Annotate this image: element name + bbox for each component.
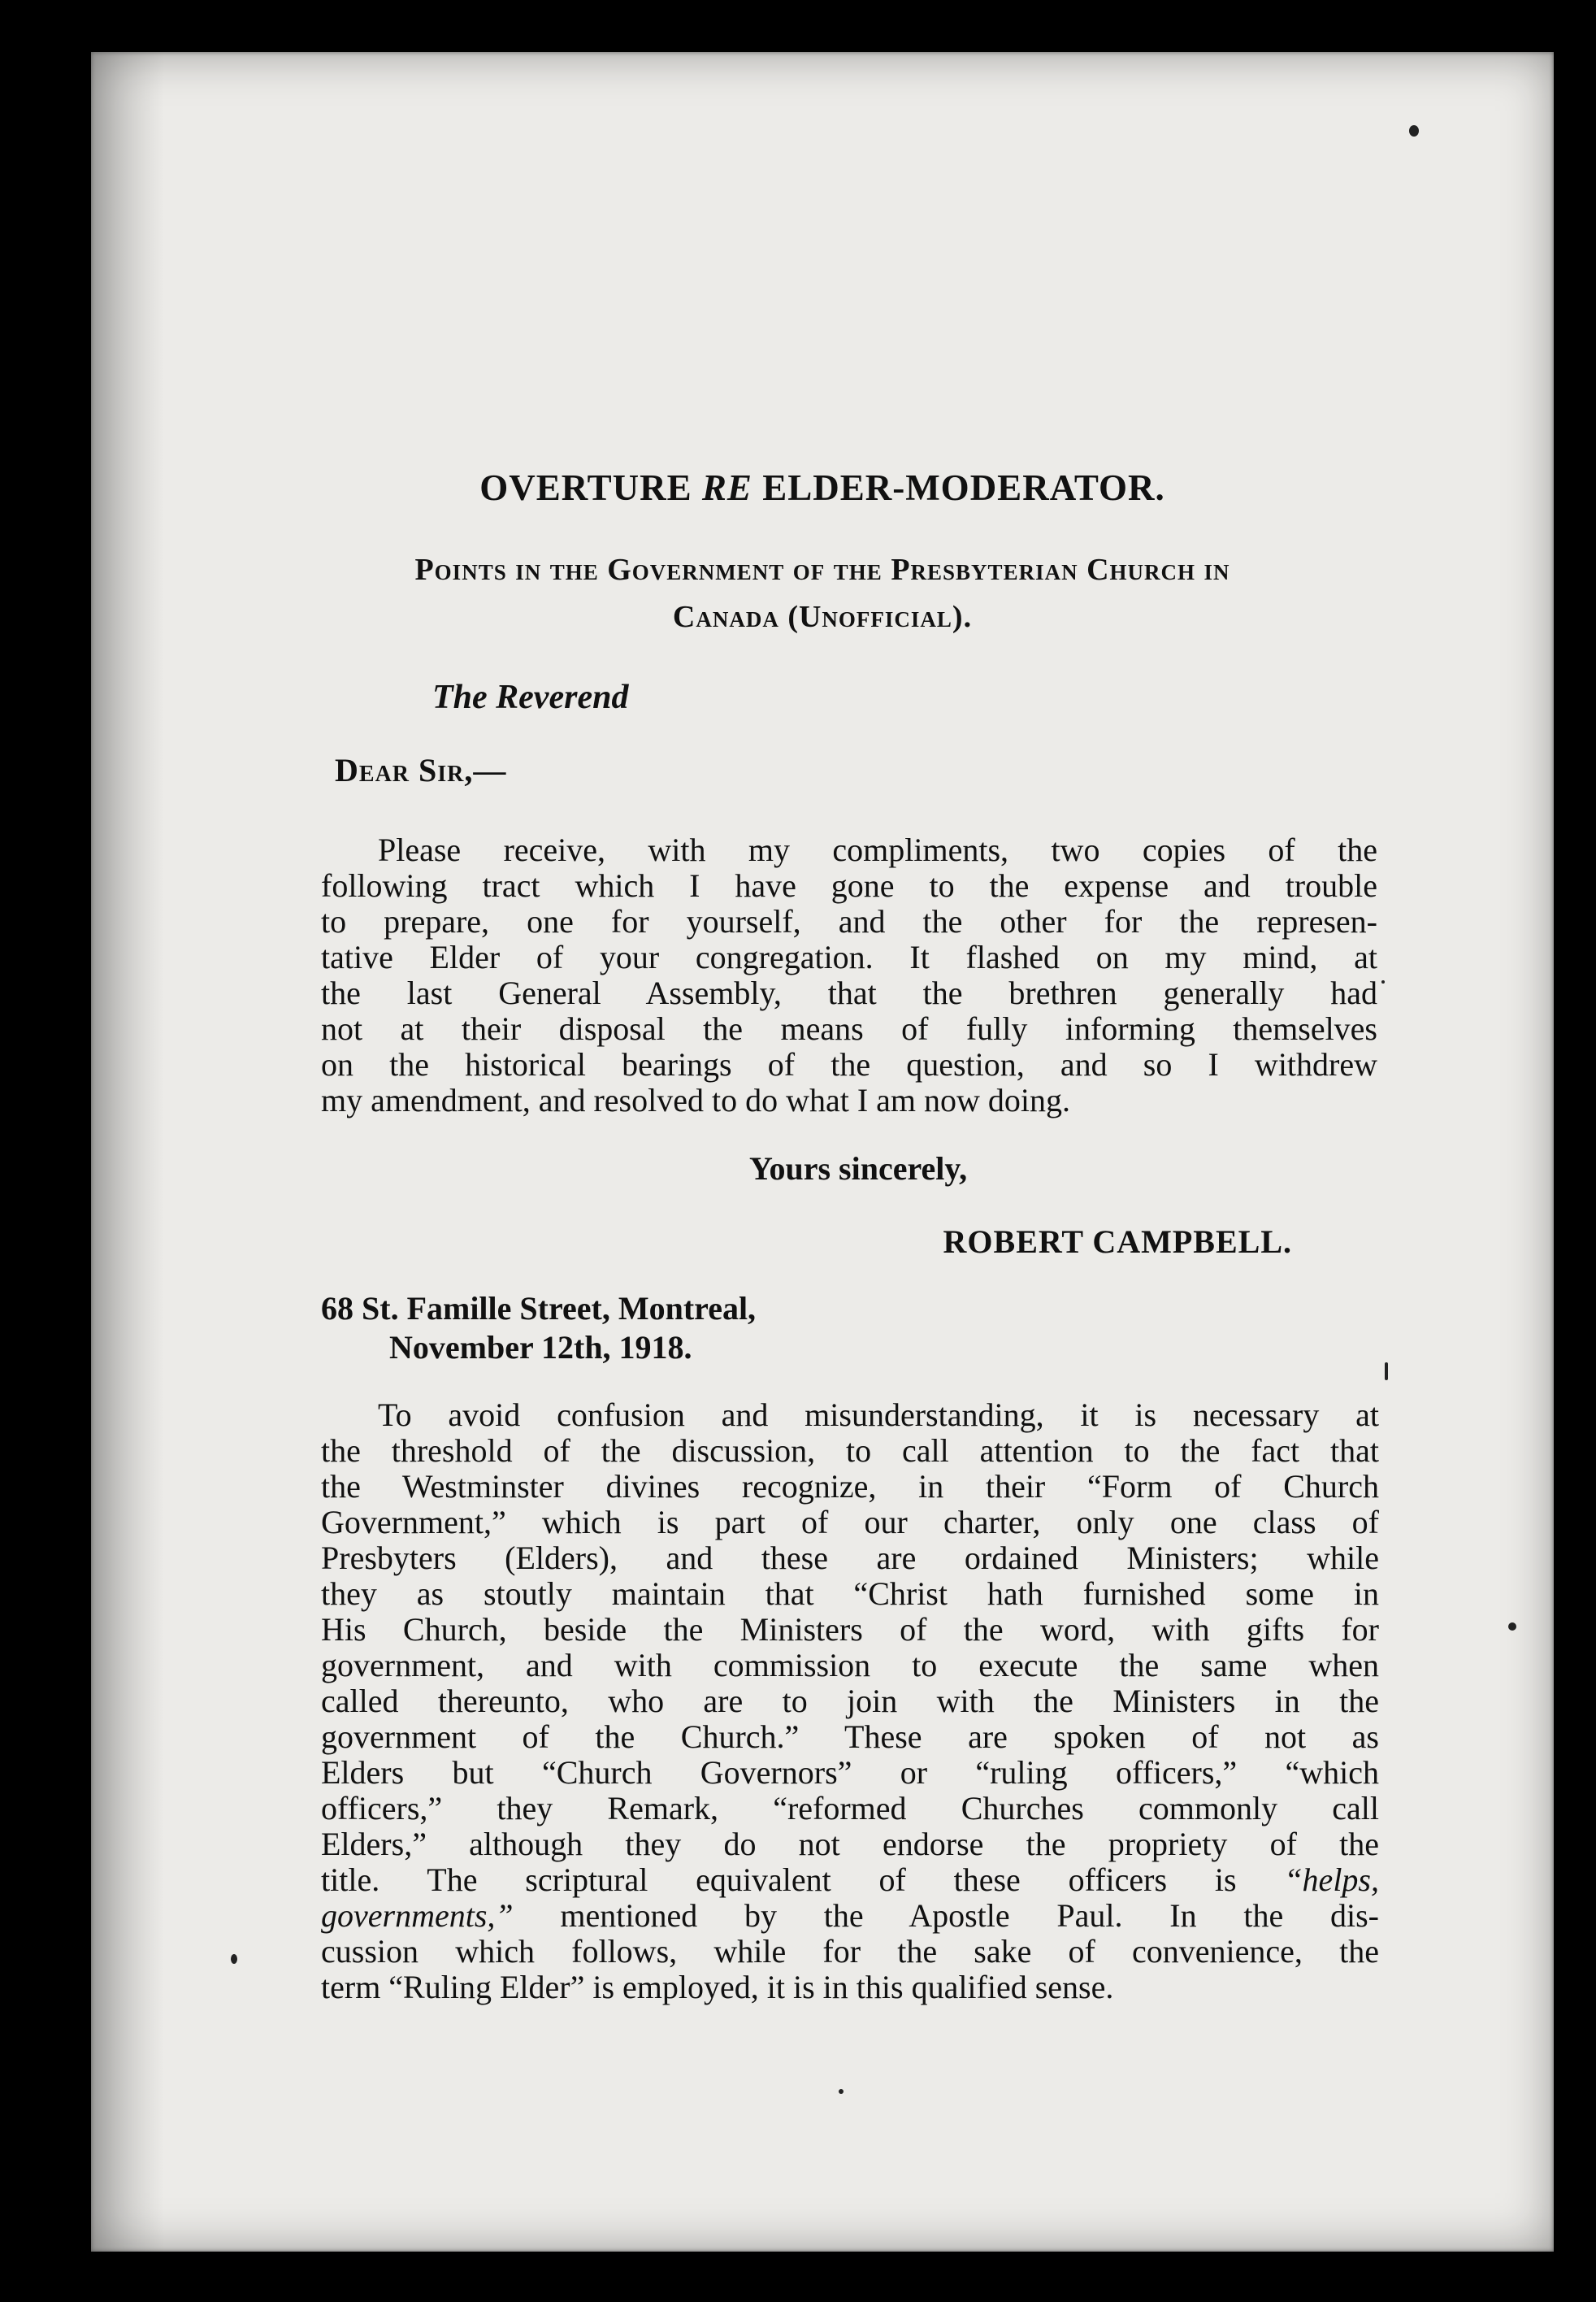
text-line: following tract which I have gone to the expense and trouble <box>321 867 1377 904</box>
addressee-line: The Reverend <box>432 679 629 716</box>
text-line: to prepare, one for yourself, and the other for the represen- <box>321 903 1377 940</box>
text-line: government of the Church.” These are spoken of not as <box>321 1718 1379 1755</box>
text-line: His Church, beside the Ministers of the word, with gifts for <box>321 1611 1379 1648</box>
text-line: Presbyters (Elders), and these are ordained Ministers; while <box>321 1540 1379 1576</box>
scan-speck <box>839 2089 844 2094</box>
text-segment: mentioned by the Apostle Paul. In the dis- <box>513 1897 1379 1934</box>
sender-address <box>321 1289 756 1367</box>
text-line: officers,” they Remark, “reformed Churches commonly call <box>321 1790 1379 1826</box>
document-page <box>91 52 1554 2252</box>
text-line: government, and with commission to execute the same when <box>321 1647 1379 1683</box>
letter-paragraph <box>321 832 1377 1118</box>
address-street: 68 St. Famille Street, Montreal, <box>321 1290 757 1327</box>
text-segment: title. The scriptural equivalent of these officers is <box>321 1861 1285 1898</box>
text-line: Please receive, with my compliments, two copies of the <box>378 832 1377 868</box>
scan-speck <box>1409 125 1419 137</box>
text-line <box>321 1862 1379 1898</box>
scan-speck <box>1385 1362 1388 1380</box>
document-title <box>91 467 1554 509</box>
scan-speck <box>1508 1622 1516 1631</box>
text-line: Elders but “Church Governors” or “ruling officers,” “which <box>321 1754 1379 1791</box>
document-subtitle <box>91 546 1554 641</box>
text-line: on the historical bearings of the question, and so I withdrew <box>321 1046 1377 1083</box>
subtitle-line: Canada (Unofficial). <box>672 600 973 634</box>
text-line: the Westminster divines recognize, in their “Form of Church <box>321 1468 1379 1505</box>
text-line: cussion which follows, while for the sake of convenience, the <box>321 1933 1379 1970</box>
scan-speck <box>231 1954 237 1964</box>
text-line: the last General Assembly, that the brethren generally had <box>321 975 1377 1011</box>
italic-text-segment: “helps, <box>1284 1861 1379 1898</box>
closing: Yours sincerely, <box>749 1150 968 1187</box>
title-text: OVERTURE <box>479 467 702 508</box>
text-line: called thereunto, who are to join with the Ministers in the <box>321 1683 1379 1719</box>
salutation: Dear Sir,— <box>335 752 507 788</box>
text-line: they as stoutly maintain that “Christ hath furnished some in <box>321 1575 1379 1612</box>
text-line: my amendment, and resolved to do what I am now doing. <box>321 1082 1071 1118</box>
title-text-end: ELDER-MODERATOR. <box>752 467 1165 508</box>
title-italic-text: RE <box>701 467 752 508</box>
subtitle-line: Points in the Government of the Presbyterian Church in <box>414 553 1230 587</box>
italic-text-segment: governments,” <box>321 1897 514 1934</box>
text-line: To avoid confusion and misunderstanding, it is necessary at <box>378 1396 1379 1433</box>
text-line: not at their disposal the means of fully informing themselves <box>321 1010 1377 1047</box>
body-paragraph <box>321 1397 1379 2005</box>
letter-date: November 12th, 1918. <box>389 1329 692 1366</box>
text-line: Elders,” although they do not endorse the propriety of the <box>321 1826 1379 1862</box>
signature: ROBERT CAMPBELL. <box>943 1223 1292 1260</box>
text-line: the threshold of the discussion, to call attention to the fact that <box>321 1432 1379 1469</box>
scan-speck <box>1381 980 1385 984</box>
text-line: tative Elder of your congregation. It flashed on my mind, at <box>321 939 1377 975</box>
text-line: term “Ruling Elder” is employed, it is in this qualified sense. <box>321 1969 1114 2005</box>
text-line: Government,” which is part of our charter, only one class of <box>321 1504 1379 1540</box>
text-line <box>321 1898 1379 1934</box>
